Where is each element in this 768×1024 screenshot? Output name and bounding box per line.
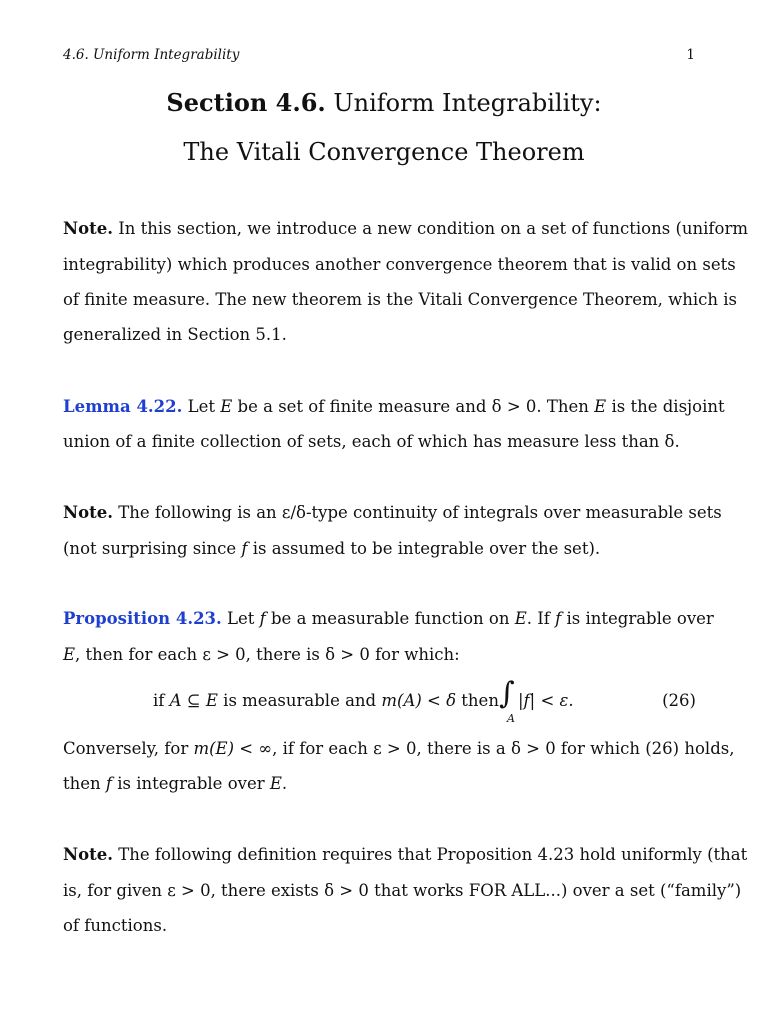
proposition-label: Proposition 4.23. [63, 609, 222, 628]
integral-sign: ∫ [499, 676, 515, 711]
lemma-label: Lemma 4.22. [63, 397, 183, 416]
note-label: Note. [63, 845, 113, 864]
prop-line4: then f is integrable over E. [63, 774, 288, 793]
note-intro-line2: integrability) which produces another convergence theorem that is valid on sets [63, 255, 736, 274]
section-title-text: Uniform Integrability: [333, 89, 602, 117]
note-uniform-line1: Note. The following definition requires that Proposition 4.23 hold uniformly (that [63, 845, 748, 864]
prop-line2: E, then for each ε > 0, there is δ > 0 for which: [63, 645, 460, 664]
lemma-line2: union of a finite collection of sets, each of which has measure less than δ. [63, 432, 680, 451]
note-continuity-line1: Note. The following is an ε/δ-type continuity of integrals over measurable sets [63, 503, 722, 522]
equation-rhs: |f| < ε. [518, 691, 574, 710]
section-label: Section 4.6. [166, 88, 326, 117]
section-title-line1 [0, 88, 768, 117]
lemma-line1: Lemma 4.22. Let E be a set of finite measure and δ > 0. Then E is the disjoint [63, 397, 725, 416]
running-header [63, 47, 695, 63]
note-uniform-line2: is, for given ε > 0, there exists δ > 0 that works FOR ALL...) over a set (“family”) [63, 881, 742, 900]
note-intro-line4: generalized in Section 5.1. [63, 325, 287, 344]
prop-line1: Proposition 4.23. Let f be a measurable function on E. If f is integrable over [63, 609, 714, 628]
note-label: Note. [63, 503, 113, 522]
page-number: 1 [686, 47, 695, 63]
header-section-title: 4.6. Uniform Integrability [63, 47, 240, 63]
note-label: Note. [63, 219, 113, 238]
note-intro-line3: of finite measure. The new theorem is the Vitali Convergence Theorem, which is [63, 290, 738, 309]
note-uniform-line3: of functions. [63, 916, 168, 935]
equation-26 [63, 676, 696, 726]
note-continuity-line2: (not surprising since f is assumed to be integrable over the set). [63, 539, 601, 558]
integral-subscript: A [507, 712, 515, 725]
note-intro-line1: Note. In this section, we introduce a new condition on a set of functions (uniform [63, 219, 748, 238]
equation-number: (26) [662, 691, 696, 710]
section-title-line2: The Vitali Convergence Theorem [183, 138, 585, 166]
prop-line3: Conversely, for m(E) < ∞, if for each ε > 0, there is a δ > 0 for which (26) holds, [63, 739, 735, 758]
equation-lhs: if A ⊆ E is measurable and m(A) < δ then [153, 691, 499, 710]
